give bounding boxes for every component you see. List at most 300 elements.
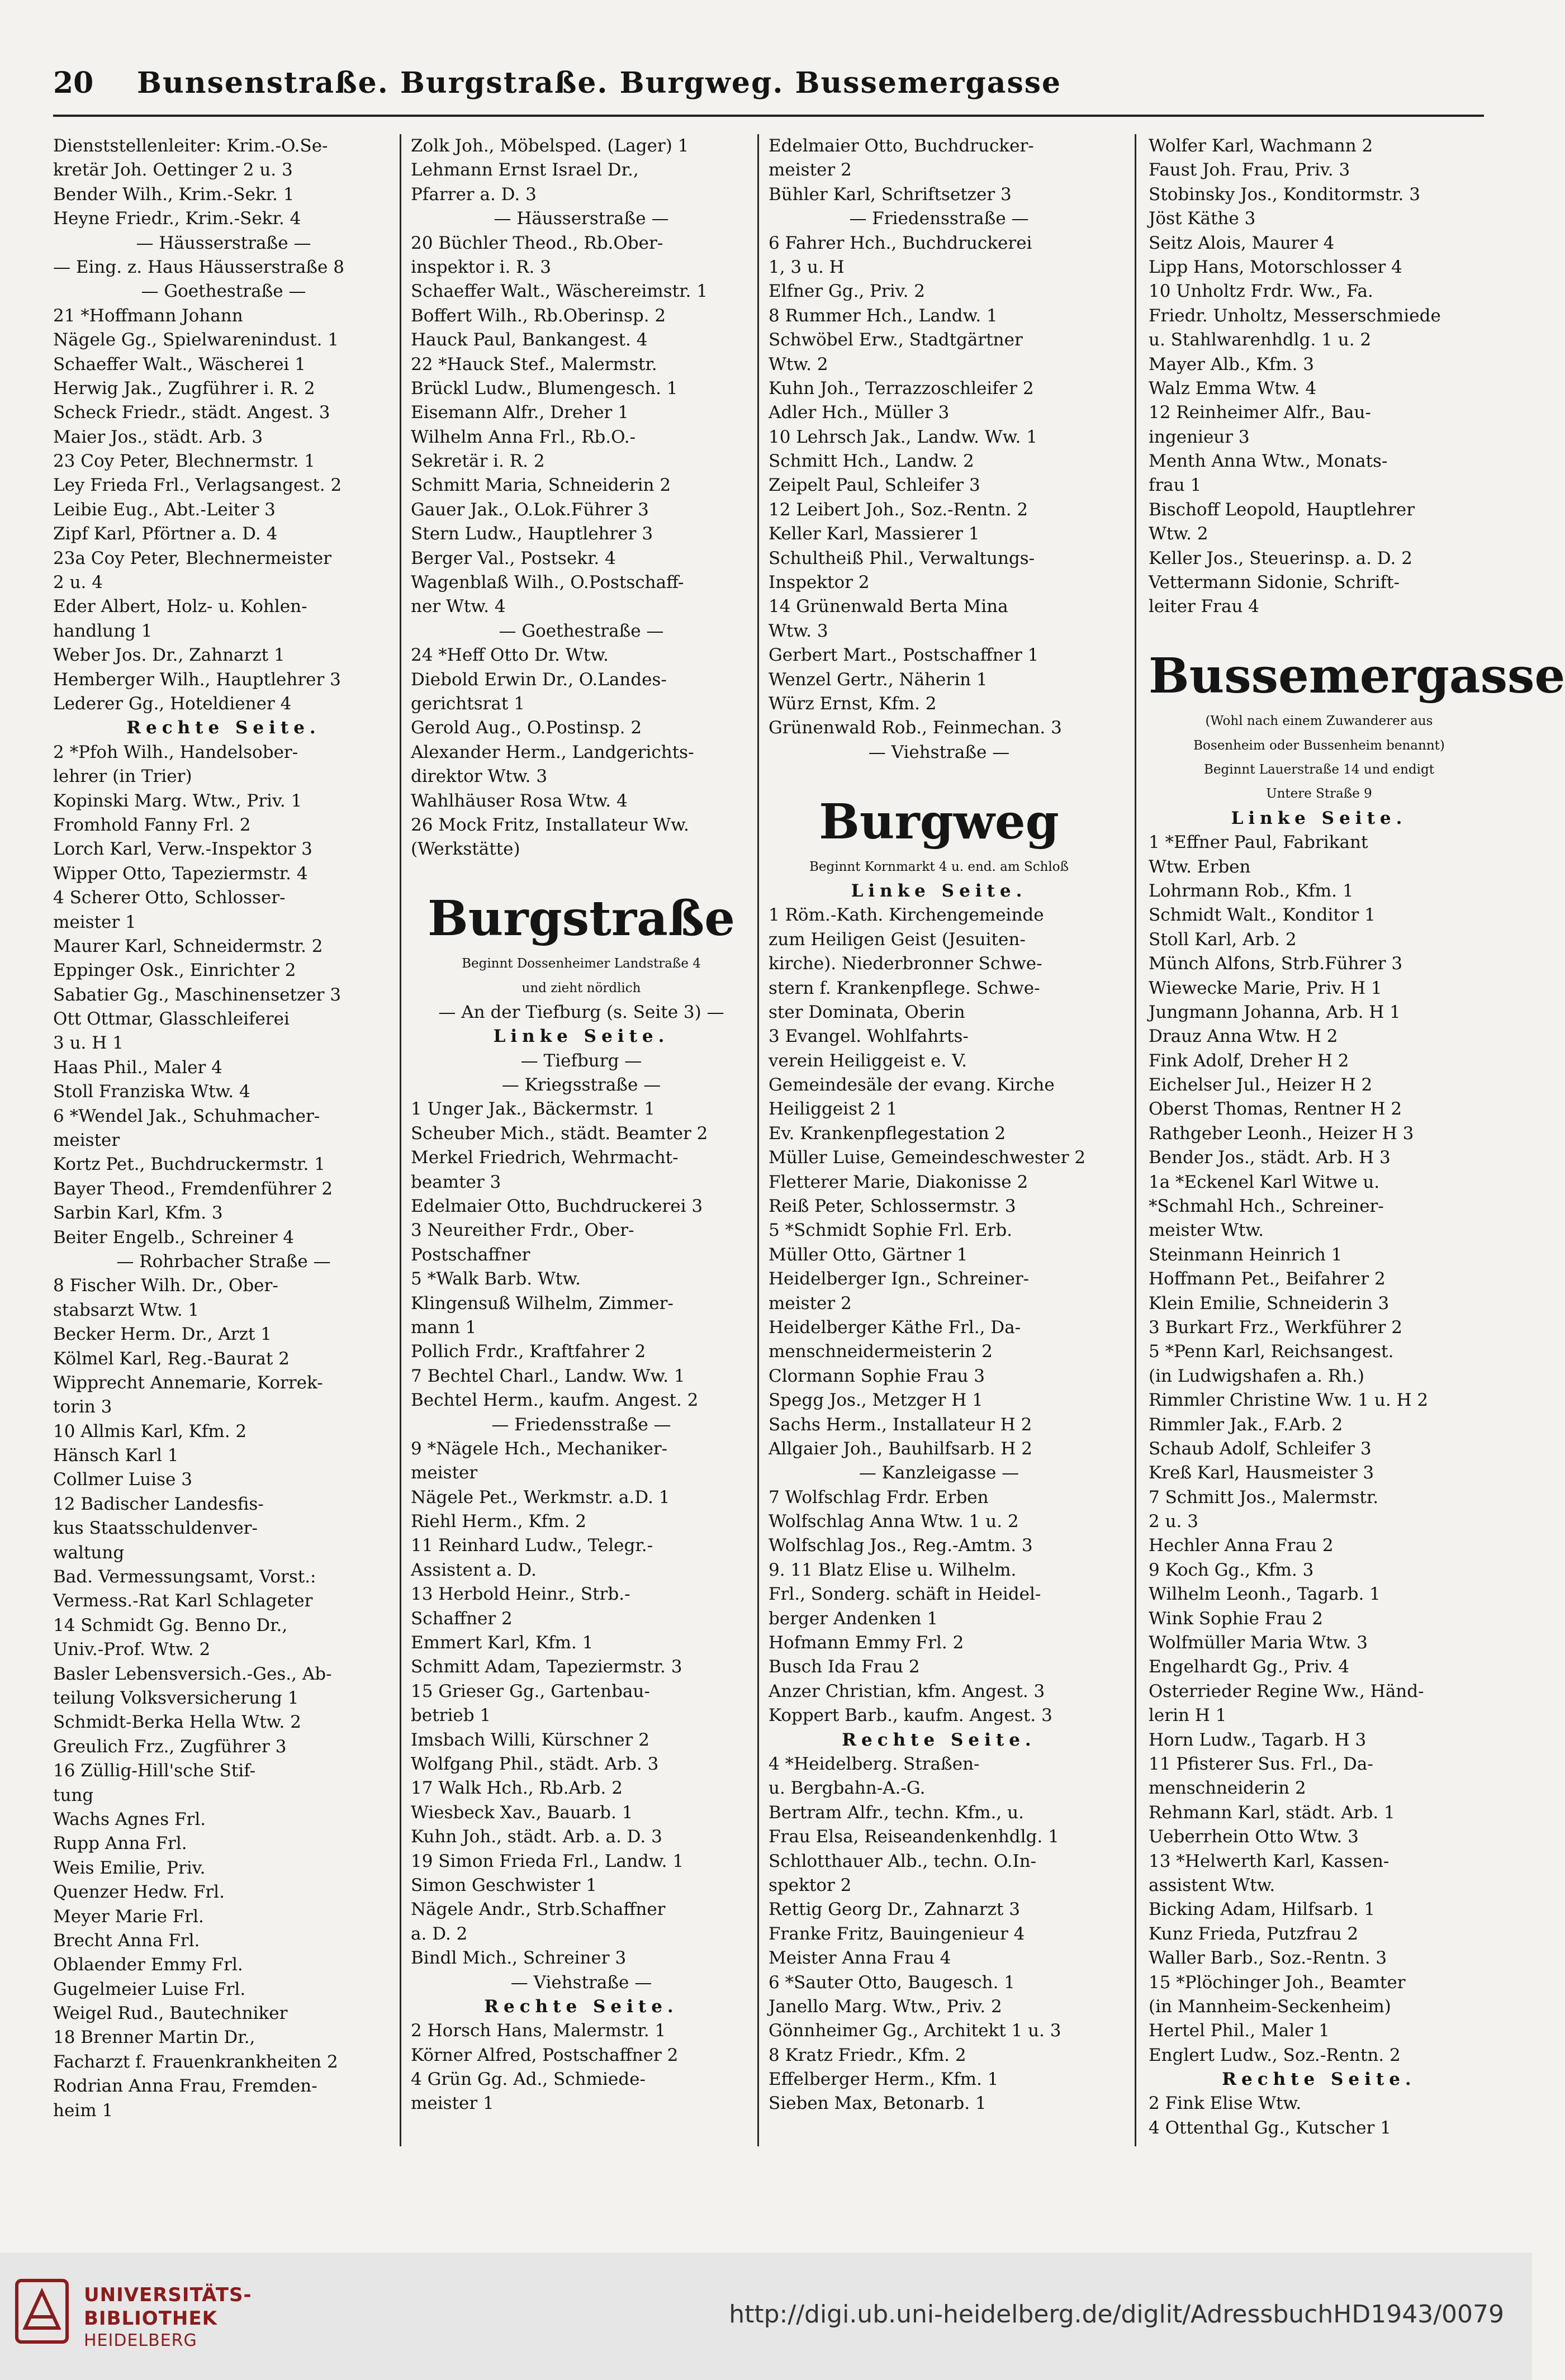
column-3 <box>769 134 1109 2169</box>
cross-street-marker: — Goethestraße — <box>499 620 664 641</box>
entry-line: Stobinsky Jos., Konditormstr. 3 <box>1149 184 1420 205</box>
entry-line: Pollich Frdr., Kraftfahrer 2 <box>411 1341 646 1362</box>
entry-line: lerin H 1 <box>1149 1705 1227 1726</box>
entry-line: Scheuber Mich., städt. Beamter 2 <box>411 1123 708 1144</box>
entry-line: betrieb 1 <box>411 1705 491 1726</box>
entry-line: Inspektor 2 <box>769 572 870 593</box>
entry-line: beamter 3 <box>411 1172 501 1192</box>
entry-line: Gauer Jak., O.Lok.Führer 3 <box>411 499 649 520</box>
entry-line: ner Wtw. 4 <box>411 596 506 617</box>
entry-line: Fink Adolf, Dreher H 2 <box>1149 1050 1349 1071</box>
entry-line: (in Mannheim-Seckenheim) <box>1149 1996 1391 2017</box>
entry-line: Wachs Agnes Frl. <box>53 1809 206 1829</box>
entry-line: Walz Emma Wtw. 4 <box>1149 378 1317 399</box>
entry-line: Münch Alfons, Strb.Führer 3 <box>1149 954 1403 974</box>
entry-line: Wiesbeck Xav., Bauarb. 1 <box>411 1802 633 1823</box>
entry-line: Wolfer Karl, Wachmann 2 <box>1149 136 1373 156</box>
entry-line: Franke Fritz, Bauingenieur 4 <box>769 1923 1025 1944</box>
entry-line: 10 Allmis Karl, Kfm. 2 <box>53 1421 247 1442</box>
entry-line: Wolfschlag Jos., Reg.-Amtm. 3 <box>769 1535 1033 1556</box>
entry-line: Sarbin Karl, Kfm. 3 <box>53 1203 223 1224</box>
entry-line: Kortz Pet., Buchdruckermstr. 1 <box>53 1154 325 1175</box>
entry-line: Dienststellenleiter: Krim.-O.Se- <box>53 136 328 156</box>
entry-line: Menth Anna Wtw., Monats- <box>1149 451 1388 472</box>
entry-line: Schultheiß Phil., Verwaltungs- <box>769 548 1035 568</box>
entry-line: verein Heiliggeist e. V. <box>769 1050 967 1071</box>
cross-street-marker: — Viehstraße — <box>868 742 1010 762</box>
entry-line: 14 Grünenwald Berta Mina <box>769 596 1008 617</box>
entry-line: 12 Leibert Joh., Soz.-Rentn. 2 <box>769 499 1028 520</box>
entry-line: Körner Alfred, Postschaffner 2 <box>411 2045 679 2065</box>
entry-line: Wtw. 3 <box>769 620 828 641</box>
entry-line: Zeipelt Paul, Schleifer 3 <box>769 475 980 496</box>
entry-line: Gemeindesäle der evang. Kirche <box>769 1075 1055 1096</box>
cross-street-marker: — Häusserstraße — <box>494 208 669 229</box>
cross-street-marker: — Tiefburg — <box>520 1050 642 1071</box>
entry-line: Busch Ida Frau 2 <box>769 1657 920 1677</box>
entry-line: Berger Val., Postsekr. 4 <box>411 548 616 568</box>
logo-text-line-1: UNIVERSITÄTS- <box>84 2284 252 2306</box>
entry-line: Grünenwald Rob., Feinmechan. 3 <box>769 718 1062 738</box>
entry-line: Ott Ottmar, Glasschleiferei <box>53 1009 290 1030</box>
entry-line: 23 Coy Peter, Blechnermstr. 1 <box>53 451 315 472</box>
entry-line: Zipf Karl, Pförtner a. D. 4 <box>53 524 278 544</box>
entry-line: Quenzer Hedw. Frl. <box>53 1882 225 1903</box>
street-heading: Burgstraße <box>428 890 735 947</box>
side-heading: Rechte Seite. <box>126 718 321 738</box>
entry-line: 6 *Wendel Jak., Schuhmacher- <box>53 1106 320 1126</box>
entry-line: 12 Badischer Landesfis- <box>53 1494 264 1514</box>
entry-line: Lorch Karl, Verw.-Inspektor 3 <box>53 839 312 860</box>
entry-line: Wahlhäuser Rosa Wtw. 4 <box>411 790 628 811</box>
entry-line: Keller Karl, Massierer 1 <box>769 524 980 544</box>
entry-line: 8 Fischer Wilh. Dr., Ober- <box>53 1276 278 1296</box>
source-url-link[interactable]: http://digi.ub.uni-heidelberg.de/diglit/AdressbuchHD1943/0079 <box>729 2300 1504 2329</box>
entry-line: Wolfgang Phil., städt. Arb. 3 <box>411 1754 659 1774</box>
entry-line: 1a *Eckenel Karl Witwe u. <box>1149 1172 1380 1192</box>
entry-line: 1 *Effner Paul, Fabrikant <box>1149 832 1368 853</box>
entry-line: Eder Albert, Holz- u. Kohlen- <box>53 596 307 617</box>
entry-line: 11 Pfisterer Sus. Frl., Da- <box>1149 1754 1373 1774</box>
entry-line: Basler Lebensversich.-Ges., Ab- <box>53 1663 332 1684</box>
cross-street-marker: — Friedensstraße — <box>849 208 1029 229</box>
entry-line: Stern Ludw., Hauptlehrer 3 <box>411 524 653 544</box>
entry-line: Schlotthauer Alb., techn. O.In- <box>769 1851 1037 1871</box>
entry-line: Allgaier Joh., Bauhilfsarb. H 2 <box>769 1438 1032 1459</box>
entry-line: meister 2 <box>769 160 852 181</box>
entry-line: Bayer Theod., Fremdenführer 2 <box>53 1178 333 1199</box>
street-heading: Burgweg <box>819 793 1059 850</box>
entry-line: Rathgeber Leonh., Heizer H 3 <box>1149 1123 1414 1144</box>
entry-line: direktor Wtw. 3 <box>411 766 548 787</box>
entry-line: 18 Brenner Martin Dr., <box>53 2027 255 2048</box>
entry-line: Oblaender Emmy Frl. <box>53 1955 243 1975</box>
entry-line: Nägele Andr., Strb.Schaffner <box>411 1899 666 1920</box>
entry-line: Schaeffer Walt., Wäscherei 1 <box>53 354 306 374</box>
entry-line: inspektor i. R. 3 <box>411 257 551 277</box>
entry-line: Seitz Alois, Maurer 4 <box>1149 233 1335 253</box>
entry-line: meister 1 <box>411 2093 494 2114</box>
entry-line: Wilhelm Anna Frl., Rb.O.- <box>411 426 636 447</box>
entry-line: Kopinski Marg. Wtw., Priv. 1 <box>53 790 302 811</box>
entry-line: 17 Walk Hch., Rb.Arb. 2 <box>411 1778 623 1799</box>
entry-line: 2 Horsch Hans, Malermstr. 1 <box>411 2021 666 2041</box>
entry-line: Boffert Wilh., Rb.Oberinsp. 2 <box>411 305 666 326</box>
entry-line: Beiter Engelb., Schreiner 4 <box>53 1227 294 1248</box>
entry-line: 9 *Nägele Hch., Mechaniker- <box>411 1438 668 1459</box>
entry-line: 4 Scherer Otto, Schlosser- <box>53 888 286 908</box>
entry-line: a. D. 2 <box>411 1923 468 1944</box>
side-heading: Linke Seite. <box>1231 808 1407 828</box>
entry-line: Sekretär i. R. 2 <box>411 451 545 472</box>
entry-line: Hertel Phil., Maler 1 <box>1149 2021 1330 2041</box>
cross-street-marker: — Viehstraße — <box>510 1972 652 1993</box>
entry-line: 6 Fahrer Hch., Buchdruckerei <box>769 233 1032 253</box>
entry-line: Fromhold Fanny Frl. 2 <box>53 814 251 835</box>
entry-line: Wolfmüller Maria Wtw. 3 <box>1149 1633 1368 1653</box>
entry-line: Kuhn Joh., städt. Arb. a. D. 3 <box>411 1827 662 1847</box>
cross-street-marker: — Goethestraße — <box>141 281 306 302</box>
entry-line: 15 *Plöchinger Joh., Beamter <box>1149 1972 1406 1993</box>
entry-line: Schaub Adolf, Schleifer 3 <box>1149 1438 1372 1459</box>
column-1 <box>53 134 394 2169</box>
entry-line: kretär Joh. Oettinger 2 u. 3 <box>53 160 293 181</box>
entry-line: meister Wtw. <box>1149 1220 1264 1241</box>
entry-line: Janello Marg. Wtw., Priv. 2 <box>769 1996 1002 2017</box>
street-description: Beginnt Dossenheimer Landstraße 4 <box>462 956 701 971</box>
street-description: (Wohl nach einem Zuwanderer aus <box>1205 714 1433 729</box>
entry-line: Wiewecke Marie, Priv. H 1 <box>1149 978 1382 998</box>
entry-line: Klein Emilie, Schneiderin 3 <box>1149 1293 1389 1314</box>
entry-line: Assistent a. D. <box>411 1559 537 1580</box>
entry-line: Nägele Gg., Spielwarenindust. 1 <box>53 330 339 350</box>
entry-line: Wink Sophie Frau 2 <box>1149 1608 1324 1629</box>
entry-line: 8 Kratz Friedr., Kfm. 2 <box>769 2045 966 2065</box>
entry-line: Schmitt Maria, Schneiderin 2 <box>411 475 671 496</box>
street-description: Beginnt Kornmarkt 4 u. end. am Schloß <box>809 859 1069 874</box>
header-rule <box>53 115 1484 117</box>
logo-text-line-2: BIBLIOTHEK <box>84 2307 217 2330</box>
entry-line: (Werkstätte) <box>411 839 520 860</box>
entry-line: Zolk Joh., Möbelsped. (Lager) 1 <box>411 136 689 156</box>
entry-line: Rodrian Anna Frau, Fremden- <box>53 2076 317 2097</box>
entry-line: Wilhelm Leonh., Tagarb. 1 <box>1149 1584 1381 1605</box>
entry-line: Rehmann Karl, städt. Arb. 1 <box>1149 1802 1395 1823</box>
entry-line: torin 3 <box>53 1397 112 1417</box>
entry-line: meister <box>411 1463 478 1483</box>
entry-line: frau 1 <box>1149 475 1202 496</box>
entry-line: Lohrmann Rob., Kfm. 1 <box>1149 880 1354 901</box>
entry-line: 1 Röm.-Kath. Kirchengemeinde <box>769 905 1044 926</box>
entry-line: kirche). Niederbronner Schwe- <box>769 954 1042 974</box>
entry-line: Vermess.-Rat Karl Schlageter <box>53 1591 313 1611</box>
entry-line: 2 *Pfoh Wilh., Handelsober- <box>53 742 298 762</box>
entry-line: Bertram Alfr., techn. Kfm., u. <box>769 1802 1024 1823</box>
entry-line: 4 Grün Gg. Ad., Schmiede- <box>411 2069 646 2090</box>
entry-line: Weber Jos. Dr., Zahnarzt 1 <box>53 645 285 666</box>
entry-line: Emmert Karl, Kfm. 1 <box>411 1633 594 1653</box>
entry-line: Wtw. 2 <box>769 354 828 374</box>
entry-line: Riehl Herm., Kfm. 2 <box>411 1511 586 1532</box>
entry-line: Englert Ludw., Soz.-Rentn. 2 <box>1149 2045 1401 2065</box>
cross-street-marker: — Kriegsstraße — <box>501 1075 661 1096</box>
entry-line: Rimmler Jak., F.Arb. 2 <box>1149 1414 1343 1435</box>
entry-line: Greulich Frz., Zugführer 3 <box>53 1736 287 1757</box>
entry-line: Nägele Pet., Werkmstr. a.D. 1 <box>411 1487 670 1507</box>
entry-line: Facharzt f. Frauenkrankheiten 2 <box>53 2051 338 2072</box>
entry-line: Lipp Hans, Motorschlosser 4 <box>1149 257 1402 277</box>
entry-line: 2 u. 4 <box>53 572 103 593</box>
entry-line: menschneiderin 2 <box>1149 1778 1306 1799</box>
entry-line: u. Stahlwarenhdlg. 1 u. 2 <box>1149 330 1372 350</box>
entry-line: stern f. Krankenpflege. Schwe- <box>769 978 1040 998</box>
entry-line: 7 Schmitt Jos., Malermstr. <box>1149 1487 1379 1507</box>
entry-line: (in Ludwigshafen a. Rh.) <box>1149 1366 1364 1386</box>
entry-line: waltung <box>53 1542 125 1563</box>
entry-line: Ev. Krankenpflegestation 2 <box>769 1123 1006 1144</box>
entry-line: Simon Geschwister 1 <box>411 1875 597 1895</box>
column-divider <box>1135 134 1136 2146</box>
footer-bar <box>0 2253 1532 2380</box>
entry-line: leiter Frau 4 <box>1149 596 1260 617</box>
column-2 <box>411 134 752 2169</box>
entry-line: Kölmel Karl, Reg.-Baurat 2 <box>53 1348 290 1369</box>
entry-line: Gerbert Mart., Postschaffner 1 <box>769 645 1039 666</box>
entry-line: 5 *Penn Karl, Reichsangest. <box>1149 1341 1394 1362</box>
spacer <box>411 862 752 886</box>
cross-street-marker: — Rohrbacher Straße — <box>116 1251 331 1272</box>
entry-line: Wipprecht Annemarie, Korrek- <box>53 1372 323 1393</box>
entry-line: 9. 11 Blatz Elise u. Wilhelm. <box>769 1559 1017 1580</box>
entry-line: Rupp Anna Frl. <box>53 1833 187 1854</box>
entry-line: Haas Phil., Maler 4 <box>53 1057 222 1078</box>
entry-line: ingenieur 3 <box>1149 426 1250 447</box>
entry-line: Sachs Herm., Installateur H 2 <box>769 1414 1032 1435</box>
entry-line: Klingensuß Wilhelm, Zimmer- <box>411 1293 674 1314</box>
cross-street-marker: — An der Tiefburg (s. Seite 3) — <box>438 1002 724 1022</box>
entry-line: 13 *Helwerth Karl, Kassen- <box>1149 1851 1389 1871</box>
entry-line: teilung Volksversicherung 1 <box>53 1688 299 1708</box>
entry-line: Pfarrer a. D. 3 <box>411 184 537 205</box>
entry-line: Hauck Paul, Bankangest. 4 <box>411 330 648 350</box>
entry-line: Lehmann Ernst Israel Dr., <box>411 160 639 181</box>
entry-line: Weigel Rud., Bautechniker <box>53 2003 288 2024</box>
entry-line: Spegg Jos., Metzger H 1 <box>769 1390 983 1411</box>
side-heading: Linke Seite. <box>851 880 1027 901</box>
entry-line: spektor 2 <box>769 1875 852 1895</box>
entry-line: Eichelser Jul., Heizer H 2 <box>1149 1075 1373 1096</box>
entry-line: 4 *Heidelberg. Straßen- <box>769 1754 980 1774</box>
entry-line: *Schmahl Hch., Schreiner- <box>1149 1196 1384 1217</box>
entry-line: Jöst Käthe 3 <box>1149 208 1256 229</box>
entry-line: Schmidt-Berka Hella Wtw. 2 <box>53 1712 301 1733</box>
entry-line: Keller Jos., Steuerinsp. a. D. 2 <box>1149 548 1412 568</box>
entry-line: Scheck Friedr., städt. Angest. 3 <box>53 402 330 423</box>
entry-line: Schaeffer Walt., Wäschereimstr. 1 <box>411 281 708 302</box>
entry-line: 3 u. H 1 <box>53 1033 124 1054</box>
entry-line: 14 Schmidt Gg. Benno Dr., <box>53 1615 288 1635</box>
entry-line: mann 1 <box>411 1317 477 1338</box>
entry-line: Heidelberger Ign., Schreiner- <box>769 1269 1030 1289</box>
library-seal-icon <box>11 2275 73 2348</box>
entry-line: Würz Ernst, Kfm. 2 <box>769 693 937 714</box>
entry-line: 22 *Hauck Stef., Malermstr. <box>411 354 657 374</box>
entry-line: Kuhn Joh., Terrazzoschleifer 2 <box>769 378 1034 399</box>
entry-line: Schmitt Adam, Tapeziermstr. 3 <box>411 1657 682 1677</box>
entry-line: Gönnheimer Gg., Architekt 1 u. 3 <box>769 2021 1061 2041</box>
entry-line: 7 Bechtel Charl., Landw. Ww. 1 <box>411 1366 685 1386</box>
entry-line: Eisemann Alfr., Dreher 1 <box>411 402 629 423</box>
entry-line: Schaffner 2 <box>411 1608 513 1629</box>
entry-line: 24 *Heff Otto Dr. Wtw. <box>411 645 609 666</box>
entry-line: Friedr. Unholtz, Messerschmiede <box>1149 305 1441 326</box>
entry-line: Bindl Mich., Schreiner 3 <box>411 1948 627 1969</box>
entry-line: Steinmann Heinrich 1 <box>1149 1244 1343 1265</box>
entry-line: 10 Lehrsch Jak., Landw. Ww. 1 <box>769 426 1037 447</box>
street-description: Bosenheim oder Bussenheim benannt) <box>1193 738 1445 753</box>
entry-line: Jungmann Johanna, Arb. H 1 <box>1149 1002 1401 1022</box>
entry-line: 2 Fink Elise Wtw. <box>1149 2093 1302 2114</box>
entry-line: Koppert Barb., kaufm. Angest. 3 <box>769 1705 1052 1726</box>
entry-line: Heiliggeist 2 1 <box>769 1099 898 1120</box>
entry-line: Becker Herm. Dr., Arzt 1 <box>53 1324 272 1345</box>
entry-line: Rettig Georg Dr., Zahnarzt 3 <box>769 1899 1020 1920</box>
entry-line: Wolfschlag Anna Wtw. 1 u. 2 <box>769 1511 1019 1532</box>
entry-line: — Eing. z. Haus Häusserstraße 8 <box>53 257 344 277</box>
entry-line: 15 Grieser Gg., Gartenbau- <box>411 1681 650 1701</box>
entry-line: handlung 1 <box>53 620 153 641</box>
entry-line: Ueberrhein Otto Wtw. 3 <box>1149 1827 1359 1847</box>
column-divider <box>400 134 401 2146</box>
entry-line: Alexander Herm., Landgerichts- <box>411 742 694 762</box>
entry-line: Heidelberger Käthe Frl., Da- <box>769 1317 1021 1338</box>
entry-line: 19 Simon Frieda Frl., Landw. 1 <box>411 1851 684 1871</box>
entry-line: Merkel Friedrich, Wehrmacht- <box>411 1148 679 1168</box>
entry-line: Eppinger Osk., Einrichter 2 <box>53 960 296 981</box>
entry-line: Hänsch Karl 1 <box>53 1445 179 1466</box>
entry-line: Wtw. Erben <box>1149 856 1251 877</box>
entry-line: zum Heiligen Geist (Jesuiten- <box>769 929 1026 950</box>
entry-line: Müller Otto, Gärtner 1 <box>769 1244 968 1265</box>
entry-line: 16 Züllig-Hill'sche Stif- <box>53 1761 256 1781</box>
logo-text-line-3: HEIDELBERG <box>84 2331 197 2350</box>
entry-line: lehrer (in Trier) <box>53 766 192 787</box>
entry-line: Hoffmann Pet., Beifahrer 2 <box>1149 1269 1386 1289</box>
entry-line: Oberst Thomas, Rentner H 2 <box>1149 1099 1402 1120</box>
page-title: Bunsenstraße. Burgstraße. Burgweg. Bussemergasse <box>137 66 1062 100</box>
entry-line: tung <box>53 1785 94 1805</box>
side-heading: Rechte Seite. <box>842 1729 1036 1750</box>
entry-line: 26 Mock Fritz, Installateur Ww. <box>411 814 689 835</box>
entry-line: Sieben Max, Betonarb. 1 <box>769 2093 987 2114</box>
entry-line: Horn Ludw., Tagarb. H 3 <box>1149 1729 1367 1750</box>
entry-line: Wipper Otto, Tapeziermstr. 4 <box>53 863 308 884</box>
entry-line: Elfner Gg., Priv. 2 <box>769 281 926 302</box>
cross-street-marker: — Friedensstraße — <box>491 1414 671 1435</box>
entry-line: u. Bergbahn-A.-G. <box>769 1778 926 1799</box>
entry-line: Bender Wilh., Krim.-Sekr. 1 <box>53 184 295 205</box>
entry-line: Bischoff Leopold, Hauptlehrer <box>1149 499 1415 520</box>
entry-line: Herwig Jak., Zugführer i. R. 2 <box>53 378 315 399</box>
side-heading: Rechte Seite. <box>1222 2069 1416 2090</box>
entry-line: meister 1 <box>53 912 136 932</box>
street-description: Beginnt Lauerstraße 14 und endigt <box>1204 762 1434 777</box>
entry-line: Clormann Sophie Frau 3 <box>769 1366 985 1386</box>
entry-line: 20 Büchler Theod., Rb.Ober- <box>411 233 663 253</box>
entry-line: Reiß Peter, Schlossermstr. 3 <box>769 1196 1016 1217</box>
entry-line: 13 Herbold Heinr., Strb.- <box>411 1584 630 1605</box>
entry-line: Hechler Anna Frau 2 <box>1149 1535 1334 1556</box>
entry-line: Weis Emilie, Priv. <box>53 1857 206 1878</box>
entry-line: Stoll Karl, Arb. 2 <box>1149 929 1297 950</box>
entry-line: Anzer Christian, kfm. Angest. 3 <box>769 1681 1045 1701</box>
entry-line: gerichtsrat 1 <box>411 693 525 714</box>
page-header <box>53 61 1484 112</box>
entry-line: menschneidermeisterin 2 <box>769 1341 993 1362</box>
entry-line: Meister Anna Frau 4 <box>769 1948 951 1969</box>
entry-line: Univ.-Prof. Wtw. 2 <box>53 1639 211 1660</box>
entry-line: Effelberger Herm., Kfm. 1 <box>769 2069 999 2090</box>
entry-line: Frau Elsa, Reiseandenkenhdlg. 1 <box>769 1827 1059 1847</box>
column-4 <box>1149 134 1565 2169</box>
entry-line: Stoll Franziska Wtw. 4 <box>53 1082 250 1102</box>
entry-line: Faust Joh. Frau, Priv. 3 <box>1149 160 1350 181</box>
entry-line: Lederer Gg., Hoteldiener 4 <box>53 693 292 714</box>
entry-line: Bechtel Herm., kaufm. Angest. 2 <box>411 1390 699 1411</box>
entry-line: 21 *Hoffmann Johann <box>53 305 243 326</box>
entry-line: heim 1 <box>53 2100 113 2121</box>
cross-street-marker: — Kanzleigasse — <box>859 1463 1019 1483</box>
entry-line: Brecht Anna Frl. <box>53 1930 200 1951</box>
entry-line: Ley Frieda Frl., Verlagsangest. 2 <box>53 475 342 496</box>
entry-line: Kunz Frieda, Putzfrau 2 <box>1149 1923 1359 1944</box>
entry-line: 1 Unger Jak., Bäckermstr. 1 <box>411 1099 655 1120</box>
entry-line: Maurer Karl, Schneidermstr. 2 <box>53 936 323 956</box>
entry-line: Bühler Karl, Schriftsetzer 3 <box>769 184 1012 205</box>
entry-line: Hemberger Wilh., Hauptlehrer 3 <box>53 669 341 690</box>
entry-line: Müller Luise, Gemeindeschwester 2 <box>769 1148 1086 1168</box>
entry-line: kus Staatsschuldenver- <box>53 1518 258 1539</box>
entry-line: Drauz Anna Wtw. H 2 <box>1149 1026 1338 1047</box>
entry-line: Frl., Sonderg. schäft in Heidel- <box>769 1584 1041 1605</box>
entry-line: 4 Ottenthal Gg., Kutscher 1 <box>1149 2117 1391 2138</box>
entry-line: 6 *Sauter Otto, Baugesch. 1 <box>769 1972 1016 1993</box>
entry-line: Waller Barb., Soz.-Rentn. 3 <box>1149 1948 1387 1969</box>
entry-line: Imsbach Willi, Kürschner 2 <box>411 1729 649 1750</box>
entry-line: Meyer Marie Frl. <box>53 1906 204 1927</box>
entry-line: Mayer Alb., Kfm. 3 <box>1149 354 1314 374</box>
entry-line: Schmidt Walt., Konditor 1 <box>1149 905 1376 926</box>
entry-line: 7 Wolfschlag Frdr. Erben <box>769 1487 989 1507</box>
entry-line: Bender Jos., städt. Arb. H 3 <box>1149 1148 1391 1168</box>
entry-line: Heyne Friedr., Krim.-Sekr. 4 <box>53 208 301 229</box>
entry-line: Hofmann Emmy Frl. 2 <box>769 1633 964 1653</box>
entry-line: Gugelmeier Luise Frl. <box>53 1979 246 1999</box>
entry-line: 5 *Walk Barb. Wtw. <box>411 1269 581 1289</box>
entry-line: Postschaffner <box>411 1244 530 1265</box>
library-logo[interactable] <box>0 2253 252 2380</box>
page-number: 20 <box>53 66 94 100</box>
entry-line: Diebold Erwin Dr., O.Landes- <box>411 669 667 690</box>
entry-line: 11 Reinhard Ludw., Telegr.- <box>411 1535 653 1556</box>
entry-line: Bicking Adam, Hilfsarb. 1 <box>1149 1899 1376 1920</box>
entry-line: Osterrieder Regine Ww., Händ- <box>1149 1681 1424 1701</box>
entry-line: 2 u. 3 <box>1149 1511 1198 1532</box>
entry-line: 9 Koch Gg., Kfm. 3 <box>1149 1559 1314 1580</box>
entry-line: Edelmaier Otto, Buchdrucker- <box>769 136 1034 156</box>
entry-line: Engelhardt Gg., Priv. 4 <box>1149 1657 1350 1677</box>
side-heading: Linke Seite. <box>493 1026 670 1047</box>
